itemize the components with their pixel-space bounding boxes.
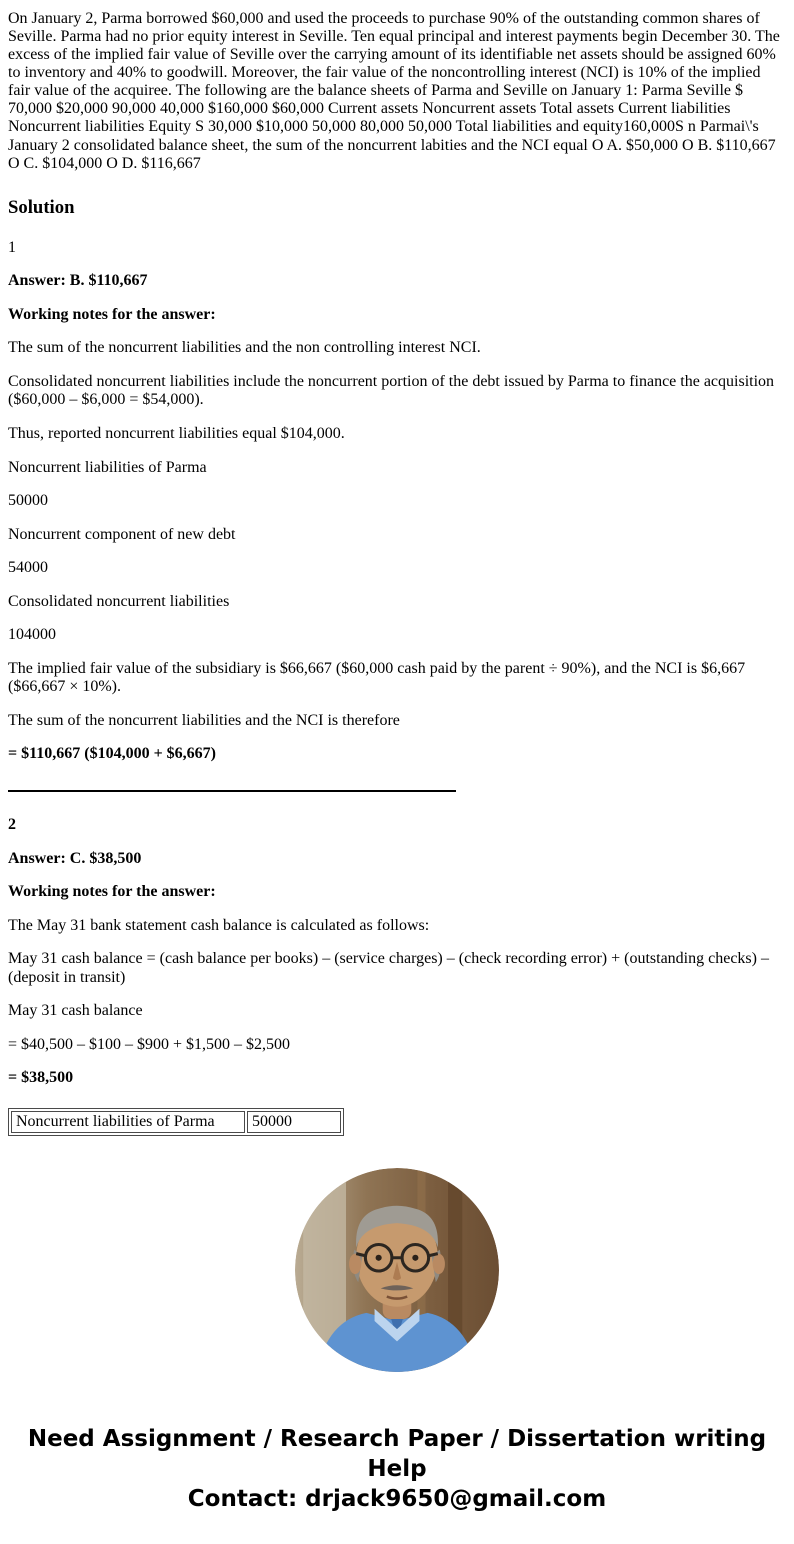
part1-paragraph: The sum of the noncurrent liabilities and the NCI is therefore [8,711,400,729]
person-icon [295,1168,499,1372]
part2-paragraph: May 31 cash balance = (cash balance per books) – (service charges) – (check recording error) + (outstanding checks) – (deposit in transit) [8,950,769,986]
part1-line-value: 50000 [8,492,48,510]
part2-number: 2 [8,816,16,833]
question-text: On January 2, Parma borrowed $60,000 and used the proceeds to purchase 90% of the outstanding common shares of Seville. Parma had no prior equity interest in Seville. Ten equal principal and interest payments begin December 30. The excess of the implied fair value of Seville over the carrying amount of its identifiable net assets should be assigned 60% to inventory and 40% to goodwill. Moreover, the fair value of the noncontrolling interest (NCI) is 10% of the implied fair value of the acquiree. The following are the balance sheets of Parma and Seville on January 1: Parma Seville $ 70,000 $20,000 90,000 40,000 $160,000 $60,000 Current assets Noncurrent assets Total assets Current liabilities Noncurrent liabilities Equity S 30,000 $10,000 50,000 80,000 50,000 Total liabilities and equity160,000S n Parmai\'s January 2 consolidated balance sheet, the sum of the noncurrent labities and the NCI equal O A. $50,000 O B. $110,667 O C. $104,000 O D. $116,667 [8,10,780,172]
part1-paragraph: Thus, reported noncurrent liabilities equal $104,000. [8,424,345,442]
summary-table [8,1108,344,1136]
table-row [11,1111,341,1133]
part1-paragraph: The implied fair value of the subsidiary is $66,667 ($60,000 cash paid by the parent ÷ 90%), and the NCI is $6,667 ($66,667 × 10%). [8,659,746,696]
part2-paragraph: The May 31 bank statement cash balance is calculated as follows: [8,916,430,934]
part1-working-notes-label: Working notes for the answer: [8,305,216,323]
part2-conclusion: = $38,500 [8,1069,74,1087]
section-divider [8,790,456,792]
part1-paragraph: The sum of the noncurrent liabilities and the non controlling interest NCI. [8,339,481,357]
part2-paragraph: May 31 cash balance [8,1002,143,1020]
part2-working-notes-label: Working notes for the answer: [8,883,216,901]
part1-line-label: Noncurrent liabilities of Parma [8,458,207,476]
help-text: Need Assignment / Research Paper / Dissertation writing Help [27,1425,767,1482]
tutor-photo [295,1168,499,1372]
part1-line-value: 104000 [8,626,56,644]
part1-paragraph: Consolidated noncurrent liabilities include the noncurrent portion of the debt issued by Parma to finance the acquisition ($60,000 – $6,000 = $54,000). [8,372,775,409]
part1-line-value: 54000 [8,559,48,577]
part1-answer: Answer: B. $110,667 [8,272,148,290]
part2-answer: Answer: C. $38,500 [8,849,142,867]
row-value-cell: 50000 [247,1111,341,1133]
row-label-cell: Noncurrent liabilities of Parma [11,1111,245,1133]
solution-heading: Solution [8,196,75,218]
part1-line-label: Consolidated noncurrent liabilities [8,592,230,610]
help-banner [8,1424,786,1514]
part1-conclusion: = $110,667 ($104,000 + $6,667) [8,745,217,763]
part2-paragraph: = $40,500 – $100 – $900 + $1,500 – $2,500 [8,1035,291,1053]
part1-number: 1 [8,238,16,256]
avatar-container [8,1168,786,1372]
part1-line-label: Noncurrent component of new debt [8,525,236,543]
contact-text: Contact: drjack9650@gmail.com [187,1485,607,1512]
